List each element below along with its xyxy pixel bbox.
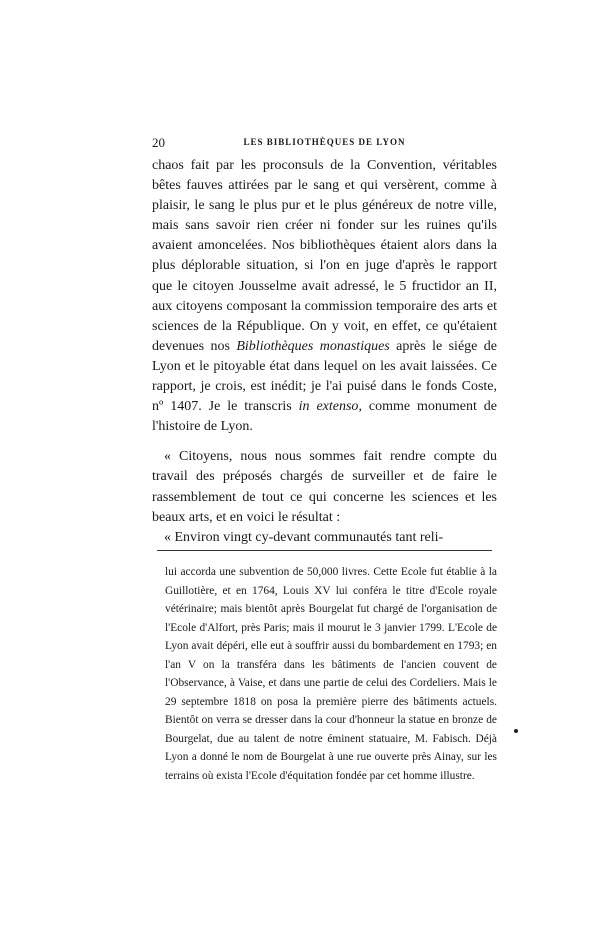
margin-mark bbox=[514, 729, 518, 733]
main-text bbox=[152, 156, 497, 548]
running-title: LES BIBLIOTHÈQUES DE LYON bbox=[243, 137, 406, 147]
paragraph-1-text-c: , comme monument de l'histoire de Lyon. bbox=[152, 399, 497, 435]
footnote: lui accorda une subvention de 50,000 livres. Cette Ecole fut établie à la Guillotière, et en 1764, Louis XV lui conféra le titre d'Ecole royale vétérinaire; mais bientôt après Bourgelat fut chargé de l'organisation de l'Ecole d'Alfort, près Paris; mais il mourut le 3 janvier 1799. L'Ecole de Lyon avait dépéri, elle eut à souffrir aussi du bombardement en 1793; en l'an V on la transféra dans les bâtiments de l'ancien couvent de l'Observance, à Vaise, et dans une partie de celui des Cordeliers. Mais le 29 septembre 1818 on posa la première pierre des bâtiments actuels. Bientôt on verra se dresser dans la cour d'honneur la statue en bronze de Bourgelat, due au talent de notre éminent statuaire, M. Fabisch. Déjà Lyon a donné le nom de Bourgelat à une rue ouverte près Ainay, sur les terrains où exista l'Ecole d'équitation fondée par cet homme illustre. bbox=[165, 566, 497, 782]
paragraph-1-italic-b: in extenso bbox=[298, 399, 359, 415]
paragraph-1 bbox=[152, 156, 497, 437]
paragraph-1-italic-a: Bibliothèques monastiques bbox=[236, 338, 390, 354]
paragraph-2: « Citoyens, nous nous sommes fait rendre compte du travail des préposés chargés de surveiller et de faire le rassemblement de tout ce qui concerne les sciences et les beaux arts, et en voici le résultat : bbox=[152, 449, 497, 525]
paragraph-1-text-b: après le siége de Lyon et le pitoyable état dans lequel on les avait laissées. Ce rapport, je crois, est inédit; je l'ai puisé dans le fonds Coste, nº 1407. Je le transcris bbox=[152, 338, 497, 415]
page-number: 20 bbox=[152, 135, 165, 150]
paragraph-3: « Environ vingt cy-devant communautés tant reli- bbox=[164, 529, 444, 545]
footnote-separator bbox=[157, 550, 492, 551]
page-header bbox=[152, 135, 497, 151]
paragraph-1-text-a: chaos fait par les proconsuls de la Convention, véritables bêtes fauves attirées par le sang et qui versèrent, comme à plaisir, le sang le plus pur et le plus généreux de notre ville, mais sans savoir rien créer ni fonder sur les ruines qu'ils avaient amoncelées. Nos bibliothèques étaient alors dans la plus déplorable situation, si l'on en juge d'après le rapport que le citoyen Jousselme avait adressé, le 5 fructidor an II, aux citoyens composant la commission temporaire des arts et sciences de la République. On y voit, en effet, ce qu'étaient devenues nos bbox=[152, 158, 497, 354]
